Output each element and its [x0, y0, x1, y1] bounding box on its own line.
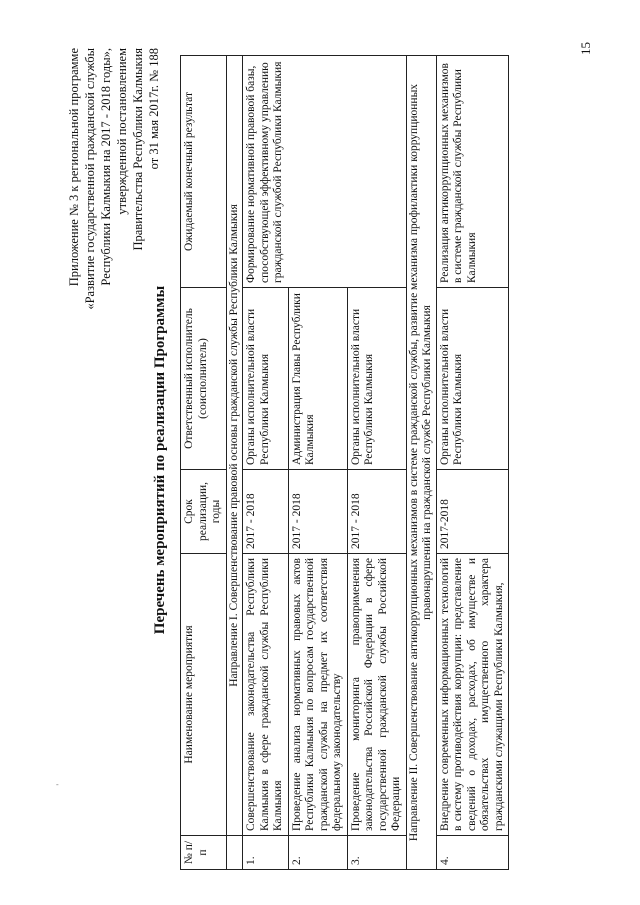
- row-result: Формирование нормативной правовой базы, способствующей эффективному управлению гражданской службой Республики Калмыкия: [243, 56, 407, 288]
- row-num: 2.: [288, 836, 347, 870]
- rotated-content: [40, 40, 600, 880]
- direction-2: Направление II. Совершенствование антикоррупционных механизмов в системе гражданской службы, развитие механизма профилактики коррупционных правонарушений на гражданской службе Республики Калмыкия: [406, 56, 436, 870]
- appendix-line: Приложение № 3 к региональной программе: [67, 48, 81, 287]
- appendix-line: Республики Калмыкия на 2017 - 2018 годы»,: [99, 48, 113, 286]
- header-executor: Ответственный исполнитель (соисполнитель): [181, 288, 227, 470]
- row-executor: Органы исполнительной власти Республики Калмыкия: [347, 288, 406, 470]
- table-row: [436, 56, 509, 870]
- row-term: 2017 - 2018: [288, 470, 347, 554]
- appendix-note: [66, 48, 162, 348]
- table-row: [243, 56, 289, 870]
- direction-row: [406, 56, 436, 870]
- row-executor: Администрация Главы Республики Калмыкия: [288, 288, 347, 470]
- row-name: Проведение анализа нормативных правовых актов Республики Калмыкия по вопросам государственной гражданской службы на предмет их соответствия федеральному законодательству: [288, 554, 347, 836]
- row-term: 2017-2018: [436, 470, 509, 554]
- row-result: Реализация антикоррупционных механизмов в системе гражданской службы Республики Калмыкия: [436, 56, 509, 288]
- header-num: № п/п: [181, 836, 227, 870]
- row-num: 4.: [436, 836, 509, 870]
- row-name: Внедрение современных информационных технологий в систему противодействия коррупции: представление сведений о доходах, расходах, об имуществе и обязательствах имущественного характера гражданскими служащими Республики Калмыкия,: [436, 554, 509, 836]
- row-executor: Органы исполнительной власти Республики Калмыкия: [436, 288, 509, 470]
- row-term: 2017 - 2018: [347, 470, 406, 554]
- appendix-line: «Развитие государственной гражданской службы: [83, 48, 97, 310]
- row-num: 1.: [243, 836, 289, 870]
- row-name: Проведение мониторинга правоприменения законодательства Российской Федерации в сфере государственной гражданской службы Российской Федерации: [347, 554, 406, 836]
- header-term: Срок реализации, годы: [181, 470, 227, 554]
- header-name: Наименование мероприятия: [181, 554, 227, 836]
- row-num: 3.: [347, 836, 406, 870]
- appendix-line: Правительства Республики Калмыкия: [131, 48, 145, 251]
- direction-row: [226, 56, 243, 870]
- appendix-line: утвержденной постановлением: [115, 48, 129, 215]
- table-header-row: [181, 56, 227, 870]
- corner-mark: -: [56, 780, 59, 789]
- header-result: Ожидаемый конечный результат: [181, 56, 227, 288]
- page-number: 15: [578, 42, 593, 55]
- row-executor: Органы исполнительной власти Республики Калмыкия: [243, 288, 289, 470]
- document-title: Перечень мероприятий по реализации Программы: [152, 285, 168, 635]
- appendix-line: от 31 мая 2017г. № 188: [147, 48, 161, 170]
- row-name: Совершенствование законодательства Республики Калмыкия в сфере гражданской службы Республики Калмыкия: [243, 554, 289, 836]
- direction-1: Направление I. Совершенствование правовой основы гражданской службы Республики Калмыкия: [226, 56, 243, 836]
- row-term: 2017 - 2018: [243, 470, 289, 554]
- measures-table: [180, 55, 509, 870]
